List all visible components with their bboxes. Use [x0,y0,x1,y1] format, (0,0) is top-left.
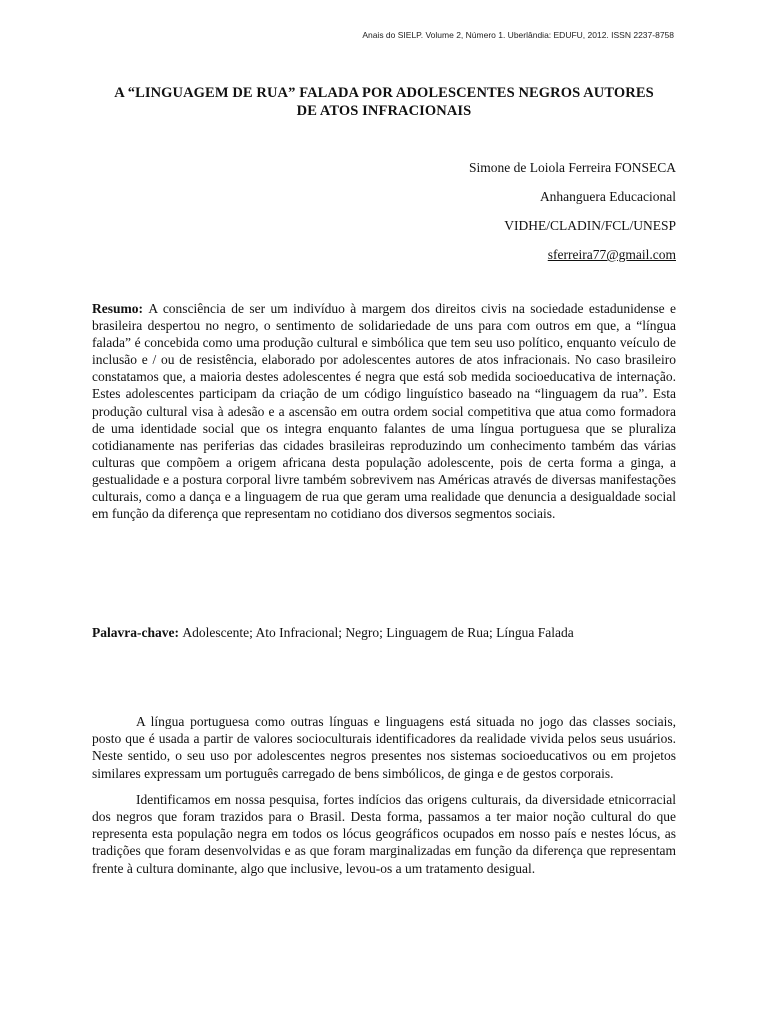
author-affiliation-1: Anhanguera Educacional [539,189,676,204]
paper-title [92,84,676,120]
body-text [92,713,676,886]
abstract-text: A consciência de ser um indivíduo à margem dos direitos civis na sociedade estadunidense e brasileira despertou no negro, o sentimento de solidariedade de uns para com outros em que, a “língua falada” é concebida como uma produção cultural e simbólica que tem seu uso político, enquanto veículo de inclusão e / ou de resistência, elaborado por adolescentes autores de atos infracionais. No caso brasileiro constatamos que, a maioria destes adolescentes é negra que está sob medida socioeducativa de internação. Estes adolescentes participam da criação de um código linguístico baseado na “linguagem da rua”. Esta produção cultural visa à adesão e a ascensão em outra ordem social competitiva que atua como formadora de uma identidade social que os integra enquanto falantes de uma língua portuguesa que se pluraliza cotidianamente nas periferias das cidades brasileiras reproduzindo um conhecimento também das várias culturas que compõem a origem africana desta população adolescente, pois de certa forma a ginga, a gestualidade e a postura corporal livre também sobrevivem nas Américas através de diversas manifestações culturais, como a dança e a linguagem de rua que geram uma realidade que denuncia a desigualdade social em função da diferença que representam no cotidiano dos diversos segmentos sociais. [92,301,676,522]
abstract-label: Resumo: [92,301,149,316]
body-paragraph-1: A língua portuguesa como outras línguas e linguagens está situada no jogo das classes sociais, posto que é usada a partir de valores socioculturais identificadores da realidade vivida pelos seus usuários. Neste sentido, o seu uso por adolescentes negros presentes nos sistemas socioeducativos ou em projetos similares expressam um português carregado de bens simbólicos, de ginga e de gestos corporais. [92,714,676,781]
keywords [92,624,676,641]
title-line-2: DE ATOS INFRACIONAIS [296,103,472,119]
keywords-label: Palavra-chave: [92,625,183,640]
author-affiliation-2: VIDHE/CLADIN/FCL/UNESP [504,218,676,233]
abstract [92,300,676,522]
author-name: Simone de Loiola Ferreira FONSECA [469,160,676,175]
author-email-link[interactable]: sferreira77@gmail.com [547,247,676,262]
author-block [469,160,676,276]
running-header: Anais do SIELP. Volume 2, Número 1. Uberlândia: EDUFU, 2012. ISSN 2237-8758 [362,30,674,40]
keywords-text: Adolescente; Ato Infracional; Negro; Linguagem de Rua; Língua Falada [182,625,574,640]
title-line-1: A “LINGUAGEM DE RUA” FALADA POR ADOLESCENTES NEGROS AUTORES [114,85,654,101]
body-paragraph-2: Identificamos em nossa pesquisa, fortes indícios das origens culturais, da diversidade etnicorracial dos negros que foram trazidos para o Brasil. Desta forma, passamos a ter maior noção cultural do que representa esta população negra em todos os lócus geográficos ocupados em nosso país e nestes lócus, as tradições que foram desenvolvidas e as que foram marginalizadas em função da diferença que representam frente à cultura dominante, algo que inclusive, levou-os a um tratamento desigual. [92,791,676,876]
